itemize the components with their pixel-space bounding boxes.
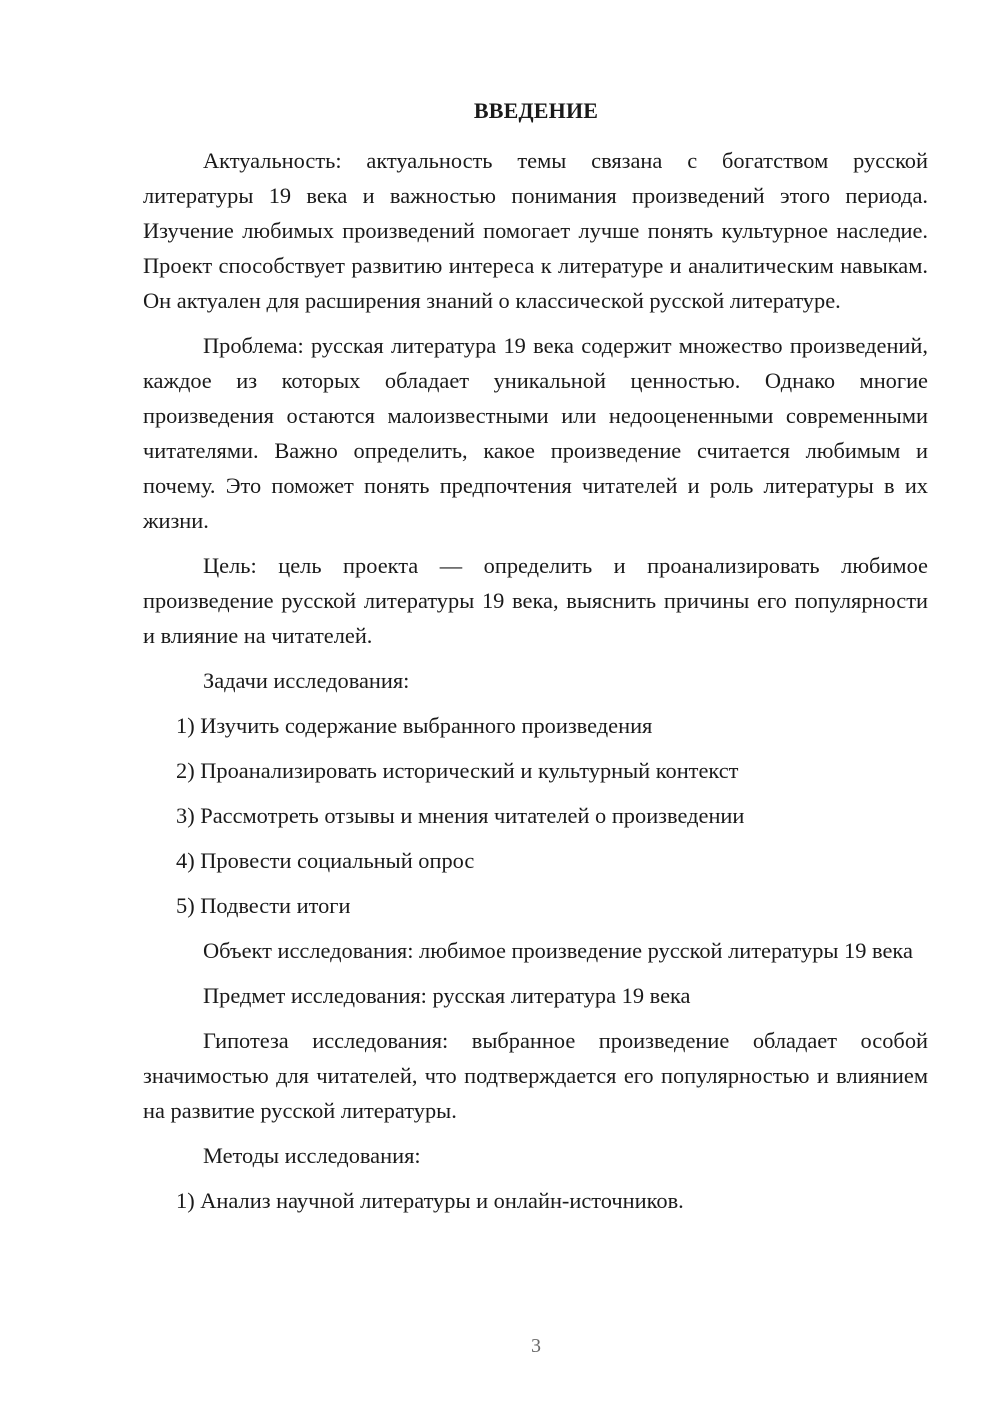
page-number: 3 — [531, 1335, 541, 1357]
goal-paragraph: Цель: цель проекта — определить и проанализировать любимое произведение русской литературы 19 века, выяснить причины его популярности и влияние на читателей. — [143, 553, 928, 648]
list-item: 5) Подвести итоги — [176, 893, 351, 918]
relevance-paragraph: Актуальность: актуальность темы связана с богатством русской литературы 19 века и важностью понимания произведений этого периода. Изучение любимых произведений помогает лучше понять культурное наследие. Проект способствует развитию интереса к литературе и аналитическим навыкам. Он актуален для расширения знаний о классической русской литературе. — [143, 148, 928, 313]
problem-paragraph: Проблема: русская литература 19 века содержит множество произведений, каждое из которых обладает уникальной ценностью. Однако многие произведения остаются малоизвестными или недооцененными современными читателями. Важно определить, какое произведение считается любимым и почему. Это поможет понять предпочтения читателей и роль литературы в их жизни. — [143, 333, 928, 533]
list-item: 2) Проанализировать исторический и культурный контекст — [176, 758, 739, 783]
list-item: 1) Изучить содержание выбранного произведения — [176, 713, 653, 738]
methods-heading: Методы исследования: — [203, 1143, 421, 1168]
tasks-heading: Задачи исследования: — [203, 668, 410, 693]
subject-paragraph: Предмет исследования: русская литература 19 века — [203, 983, 691, 1008]
object-paragraph: Объект исследования: любимое произведение русской литературы 19 века — [203, 938, 913, 963]
list-item: 1) Анализ научной литературы и онлайн-источников. — [176, 1188, 684, 1213]
body-text — [143, 143, 928, 1228]
page-title: ВВЕДЕНИЕ — [473, 98, 599, 123]
hypothesis-paragraph: Гипотеза исследования: выбранное произведение обладает особой значимостью для читателей, что подтверждается его популярностью и влиянием на развитие русской литературы. — [143, 1028, 928, 1123]
list-item: 3) Рассмотреть отзывы и мнения читателей о произведении — [176, 803, 745, 828]
list-item: 4) Провести социальный опрос — [176, 848, 475, 873]
